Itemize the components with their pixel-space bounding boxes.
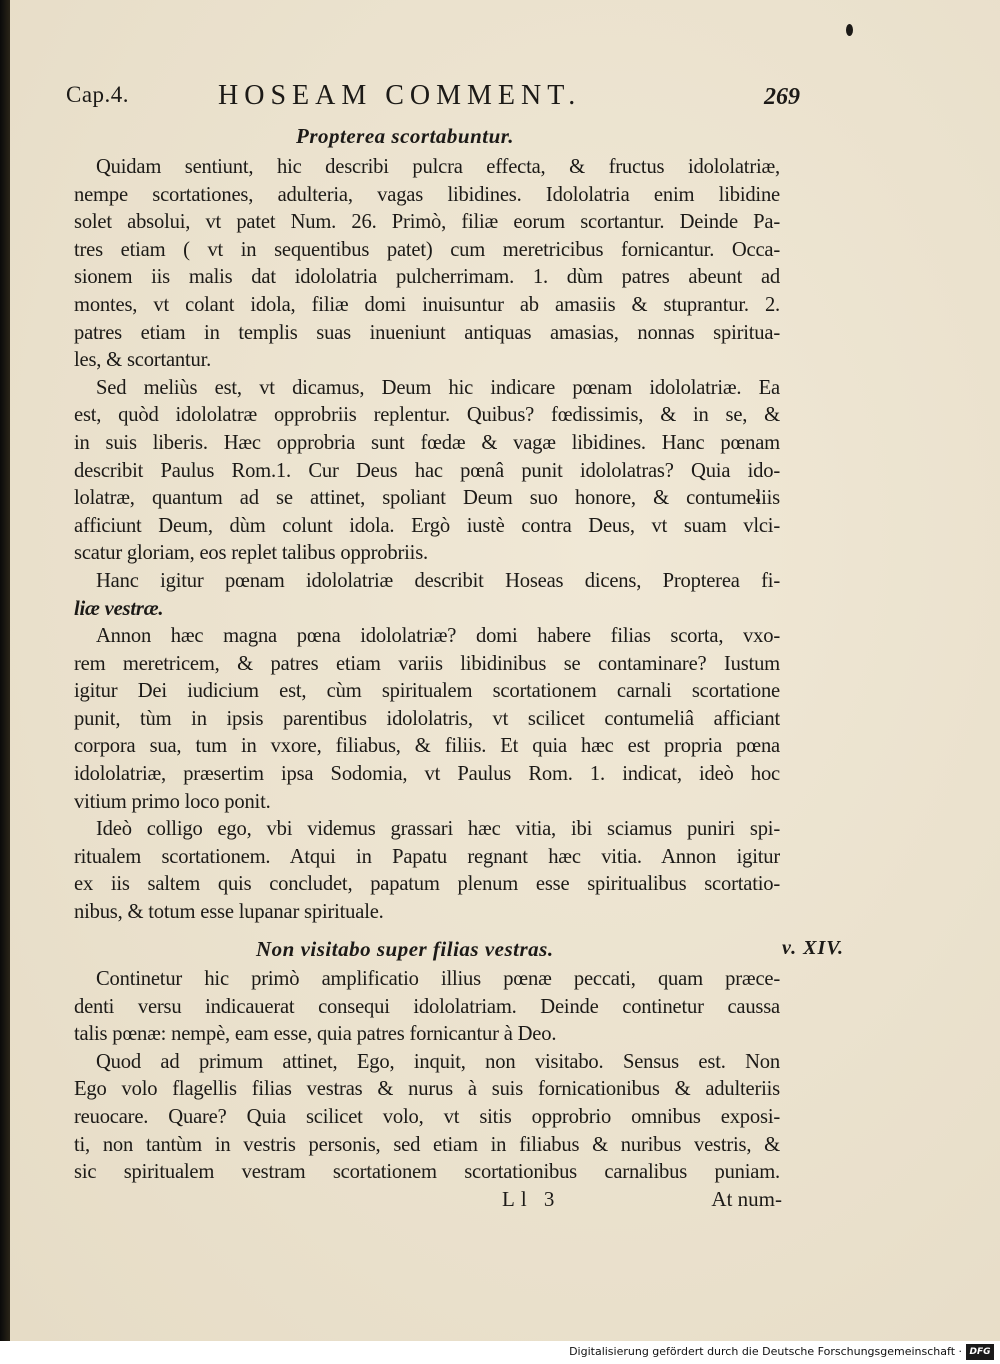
- page-title: HOSEAM COMMENT.: [218, 80, 582, 111]
- commentary-text-2: [74, 966, 780, 1187]
- catchword: At num-: [711, 1187, 782, 1211]
- text-line: Sed meliùs est, vt dicamus, Deum hic indicare pœnam idololatriæ. Ea: [96, 376, 780, 399]
- text-line: solet absolui, vt patet Num. 26. Primò, filiæ eorum scortantur. Deinde Pa-: [74, 211, 780, 234]
- text-line: les, & scortantur.: [74, 349, 212, 372]
- footer-credit: Digitalisierung gefördert durch die Deutsche Forschungsgemeinschaft ·: [569, 1345, 962, 1358]
- catchline: [450, 1187, 782, 1217]
- text-line: sionem iis malis dat idololatria pulcherrimam. 1. dùm patres abeunt ad: [74, 266, 780, 289]
- section-heading-2: Non visitabo super filias vestras.: [256, 937, 554, 961]
- text-line: scatur gloriam, eos replet talibus opprobriis.: [74, 542, 428, 565]
- text-line: corpora sua, tum in vxore, filiabus, & filiis. Et quia hæc est propria pœna: [74, 735, 780, 758]
- page-number: 269: [764, 84, 800, 110]
- text-line: tres etiam ( vt in sequentibus patet) cum meretricibus fornicantur. Occa-: [74, 238, 780, 261]
- text-line: punit, tùm in ipsis parentibus idololatris, vt scilicet contumeliâ afficiant: [74, 707, 780, 730]
- text-line: igitur Dei iudicium est, cùm spiritualem scortationem carnali scortatione: [74, 680, 780, 703]
- text-line: liæ vestræ.: [74, 597, 164, 620]
- text-line: ti, non tantùm in vestris personis, sed etiam in filiabus & nuribus vestris, &: [74, 1133, 780, 1156]
- text-line: in suis liberis. Hæc opprobria sunt fœdæ & vagæ libidines. Hanc pœnam: [74, 431, 780, 454]
- text-line: vitium primo loco ponit.: [74, 790, 271, 813]
- text-line: Continetur hic primò amplificatio illius pœnæ peccati, quam præce-: [96, 968, 780, 990]
- text-line: est, quòd idololatræ opprobriis replentur. Quibus? fœdissimis, & in se, &: [74, 404, 780, 427]
- running-head: [66, 80, 800, 116]
- text-line: Ideò colligo ego, vbi videmus grassari hæc vitia, ibi sciamus puniri spi-: [96, 818, 780, 841]
- signature-mark: Ll 3: [502, 1187, 561, 1211]
- text-line: denti versu indicauerat consequi idololatriam. Deinde continetur caussa: [74, 995, 780, 1018]
- text-line: ex iis saltem quis concludet, papatum plenum esse spiritualibus scortatio-: [74, 873, 780, 896]
- text-line: Ego volo flagellis filias vestras & nurus à suis fornicationibus & adulteriis: [74, 1078, 780, 1101]
- text-line: lolatræ, quantum ad se attinet, spoliant Deum suo honore, & contumeliis: [74, 487, 780, 510]
- text-line: Hanc igitur pœnam idololatriæ describit Hoseas dicens, Propterea fi-: [96, 569, 780, 592]
- book-gutter-edge: [0, 0, 10, 1364]
- text-line: rem meretricem, & patres etiam variis libidinibus se contaminare? Iustum: [74, 652, 780, 675]
- book-page: [10, 0, 1000, 1341]
- text-line: montes, vt colant idola, filiæ domi inuisuntur ab amasiis & stuprantur. 2.: [74, 293, 780, 316]
- digitization-footer: [0, 1341, 1000, 1364]
- text-line: sic spiritualem vestram scortationem scortationibus carnalibus puniam.: [74, 1161, 780, 1184]
- text-line: afficiunt Deum, dùm colunt idola. Ergò iustè contra Deus, vt suam vlci-: [74, 514, 780, 537]
- text-line: Quidam sentiunt, hic describi pulcra effecta, & fructus idololatriæ,: [96, 156, 780, 178]
- text-line: idololatriæ, præsertim ipsa Sodomia, vt Paulus Rom. 1. indicat, ideò hoc: [74, 763, 780, 786]
- ink-speck: [846, 24, 853, 36]
- text-line: talis pœnæ: nempè, eam esse, quia patres fornicantur à Deo.: [74, 1023, 557, 1046]
- text-line: ritualem scortationem. Atqui in Papatu regnant hæc vitia. Annon igitur: [74, 845, 780, 868]
- section-heading-1: Propterea scortabuntur.: [296, 124, 515, 148]
- commentary-text-1: [74, 154, 780, 927]
- text-line: Annon hæc magna pœna idololatriæ? domi habere filias scorta, vxo-: [96, 625, 780, 648]
- text-line: nibus, & totum esse lupanar spirituale.: [74, 901, 384, 924]
- dfg-logo: DFG: [966, 1344, 994, 1360]
- text-line: describit Paulus Rom.1. Cur Deus hac pœnâ punit idololatras? Quia ido-: [74, 459, 780, 482]
- chapter-label: Cap.4.: [66, 82, 130, 107]
- text-line: reuocare. Quare? Quia scilicet volo, vt sitis opprobrio omnibus exposi-: [74, 1105, 780, 1128]
- text-line: Quod ad primum attinet, Ego, inquit, non visitabo. Sensus est. Non: [96, 1050, 780, 1073]
- text-line: nempe scortationes, adulteria, vagas libidines. Idololatria enim libidine: [74, 183, 780, 206]
- verse-marginal-note: v. XIV.: [782, 937, 845, 959]
- text-line: patres etiam in templis suas inueniunt antiquas amasias, nonnas spiritua-: [74, 321, 780, 344]
